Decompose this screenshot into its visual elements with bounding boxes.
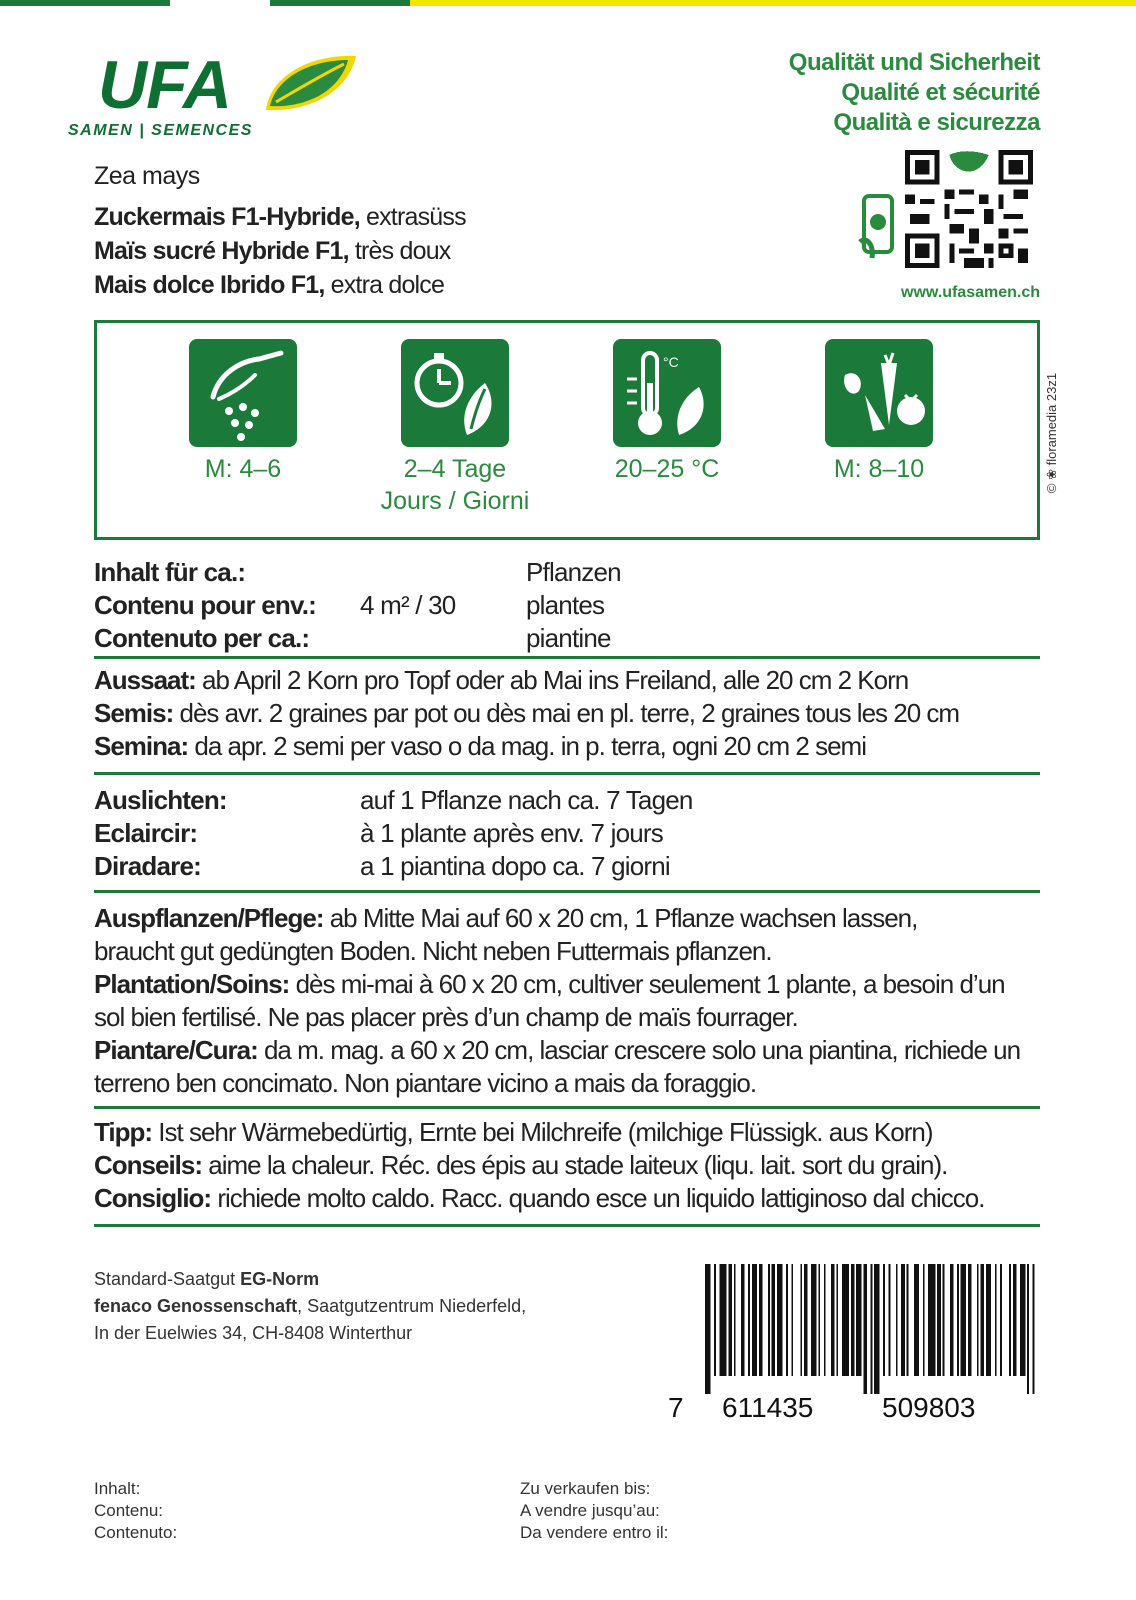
product-name-it: Mais dolce Ibrido F1, extra dolce: [94, 271, 445, 299]
harvest-vegetables-icon: [825, 339, 933, 447]
barcode-bar: [719, 1264, 726, 1376]
barcode-bar: [791, 1264, 793, 1376]
barcode-bar: [980, 1264, 984, 1376]
sell-by-labels: Zu verkaufen bis: A vendre jusqu’au: Da vendere entro il:: [520, 1479, 669, 1542]
barcode-bar: [836, 1264, 838, 1376]
barcode-bar: [883, 1264, 885, 1376]
barcode-bar: [907, 1264, 909, 1376]
sowing-section: Aussaat: ab April 2 Korn pro Topf oder ab Mai ins Freiland, alle 20 cm 2 Korn Semis: dès avr. 2 graines par pot ou dès mai en pl. terre, 2 graines tous les 20 cm Semina: da apr. 2 semi per vaso o da mag. in p. terra, ogni 20 cm 2 semi: [94, 665, 960, 761]
barcode-bar: [856, 1264, 861, 1376]
thermometer-icon: [613, 339, 721, 447]
cultivation-icons-box: [94, 320, 1040, 540]
barcode-bar: [995, 1264, 997, 1376]
divider: [94, 772, 1040, 775]
barcode-bar: [851, 1264, 855, 1376]
leaf-logo-icon: [260, 52, 360, 114]
logo-wordmark: UFA: [98, 47, 231, 123]
tips-section: Tipp: Ist sehr Wärmebedürtig, Ernte bei Milchreife (milchige Flüssigk. aus Korn) Conseils: aime la chaleur. Réc. des épis au stade laiteux (liqu. lait. sort du grain). Consiglio: richiede molto caldo. Racc. quando esce un liquido lattiginoso dal chicco.: [94, 1117, 985, 1213]
barcode-bar: [714, 1264, 716, 1376]
barcode-bar: [734, 1264, 736, 1376]
barcode-bar: [786, 1264, 788, 1376]
barcode-bar: [937, 1264, 941, 1376]
ufa-logo: [64, 48, 384, 148]
top-color-strip: [0, 0, 1136, 6]
standard-line: Standard-Saatgut EG-Norm: [94, 1269, 320, 1289]
barcode-bar: [842, 1264, 849, 1376]
qr-section: [866, 150, 1046, 300]
barcode-bar: [928, 1264, 935, 1376]
thinning-labels: Auslichten: Eclaircir: Diradare:: [94, 785, 227, 881]
barcode-bar: [1020, 1264, 1025, 1376]
barcode-bar: [901, 1264, 905, 1376]
address-line: In der Euelwies 34, CH-8408 Winterthur: [94, 1323, 413, 1343]
barcode-bar: [923, 1264, 925, 1376]
icon-label-temperature: 20–25 °C: [614, 455, 720, 483]
divider: [94, 890, 1040, 893]
barcode-bar: [811, 1264, 816, 1376]
barcode-bar: [863, 1264, 867, 1394]
barcode-bar: [889, 1264, 891, 1376]
barcode-bar: [874, 1264, 879, 1394]
product-name-de: Zuckermais F1-Hybride, extrasüss: [94, 203, 466, 231]
divider: [94, 656, 1040, 659]
barcode-bar: [968, 1264, 972, 1376]
barcode-bar: [986, 1264, 991, 1376]
barcode-bar: [741, 1264, 745, 1376]
svg-text:°C: °C: [663, 354, 679, 370]
company-line: fenaco Genossenschaft, Saatgutzentrum Niederfeld,: [94, 1296, 527, 1316]
barcode-bar: [772, 1264, 776, 1376]
barcode-bar: [961, 1264, 966, 1376]
product-names: [94, 200, 466, 302]
barcode-bar: [977, 1264, 979, 1376]
producer-info: [94, 1266, 526, 1347]
barcode-bar: [752, 1264, 757, 1376]
sowing-hand-icon: [189, 339, 297, 447]
latin-name: Zea mays: [94, 162, 200, 190]
barcode-bar: [831, 1264, 835, 1376]
quality-slogan: [789, 48, 1040, 138]
barcode-bar: [748, 1264, 750, 1376]
barcode-bar: [818, 1264, 820, 1376]
barcode-bar: [824, 1264, 826, 1376]
barcode-bar: [1009, 1264, 1011, 1376]
quality-it: Qualità e sicurezza: [833, 109, 1040, 136]
website-link[interactable]: www.ufasamen.ch: [901, 284, 1040, 301]
side-credit-text: © ❀ floramedia 23z1: [1044, 372, 1059, 494]
barcode-bar: [768, 1264, 770, 1376]
quality-de: Qualität und Sicherheit: [788, 49, 1040, 76]
barcode-bar: [1013, 1264, 1017, 1376]
barcode-bar: [896, 1264, 898, 1376]
barcode-bar: [800, 1264, 802, 1376]
barcode-digits-right: 509803: [882, 1392, 976, 1423]
phone-scan-icon: [858, 192, 898, 268]
contents-labels: Inhalt für ca.: Contenu pour env.: Contenuto per ca.:: [94, 557, 316, 653]
product-name-fr: Maïs sucré Hybride F1, très doux: [94, 237, 451, 265]
barcode-bar: [1033, 1264, 1035, 1394]
barcode-digit-first: 7: [668, 1392, 684, 1423]
barcode-bar: [950, 1264, 954, 1376]
quality-fr: Qualité et sécurité: [841, 79, 1040, 106]
contents-units: Pflanzen plantes piantine: [526, 557, 621, 653]
barcode-digits-left: 611435: [722, 1392, 814, 1423]
barcode-bar: [759, 1264, 763, 1376]
icon-label-germination: 2–4 Tage Jours / Giorni: [380, 455, 530, 515]
barcode-bar: [914, 1264, 919, 1376]
barcode-bar: [957, 1264, 959, 1376]
divider: [94, 1106, 1040, 1109]
barcode-bar: [705, 1264, 710, 1394]
barcode-bar: [804, 1264, 808, 1376]
germination-timer-icon: [401, 339, 509, 447]
barcode-bar: [943, 1264, 945, 1376]
side-credit: [1040, 330, 1070, 550]
contents-amount: 4 m² / 30: [360, 590, 456, 620]
barcode-bar: [728, 1264, 732, 1376]
barcode-bar: [1027, 1264, 1029, 1394]
barcode-bar: [1000, 1264, 1002, 1376]
barcode: [705, 1264, 1045, 1394]
thinning-values: auf 1 Pflanze nach ca. 7 Tagen à 1 plante après env. 7 jours a 1 piantina dopo ca. 7 giorni: [360, 785, 693, 881]
barcode-bar: [871, 1264, 873, 1394]
divider: [94, 1224, 1040, 1227]
barcode-bar: [777, 1264, 782, 1376]
content-fill-labels: Inhalt: Contenu: Contenuto:: [94, 1479, 178, 1542]
logo-subtitle: SAMEN | SEMENCES: [68, 122, 253, 139]
icon-label-harvest: M: 8–10: [833, 455, 925, 483]
icon-label-sowing: M: 4–6: [204, 455, 282, 483]
qr-code[interactable]: [904, 150, 1034, 268]
care-section: Auspflanzen/Pflege: ab Mitte Mai auf 60 x 20 cm, 1 Pflanze wachsen lassen, braucht gut gedüngten Boden. Nicht neben Futtermais pflanzen. Plantation/Soins: dès mi-mai à 60 x 20 cm, cultiver seulement 1 plante, a besoin d’un sol bien fertilisé. Ne pas placer près d’un champ de maïs fourrager. Piantare/Cura: da m. mag. a 60 x 20 cm, lasciar crescere solo una piantina, richiede un terreno ben concimato. Non piantare vicino a mais da foraggio.: [94, 903, 1021, 1098]
